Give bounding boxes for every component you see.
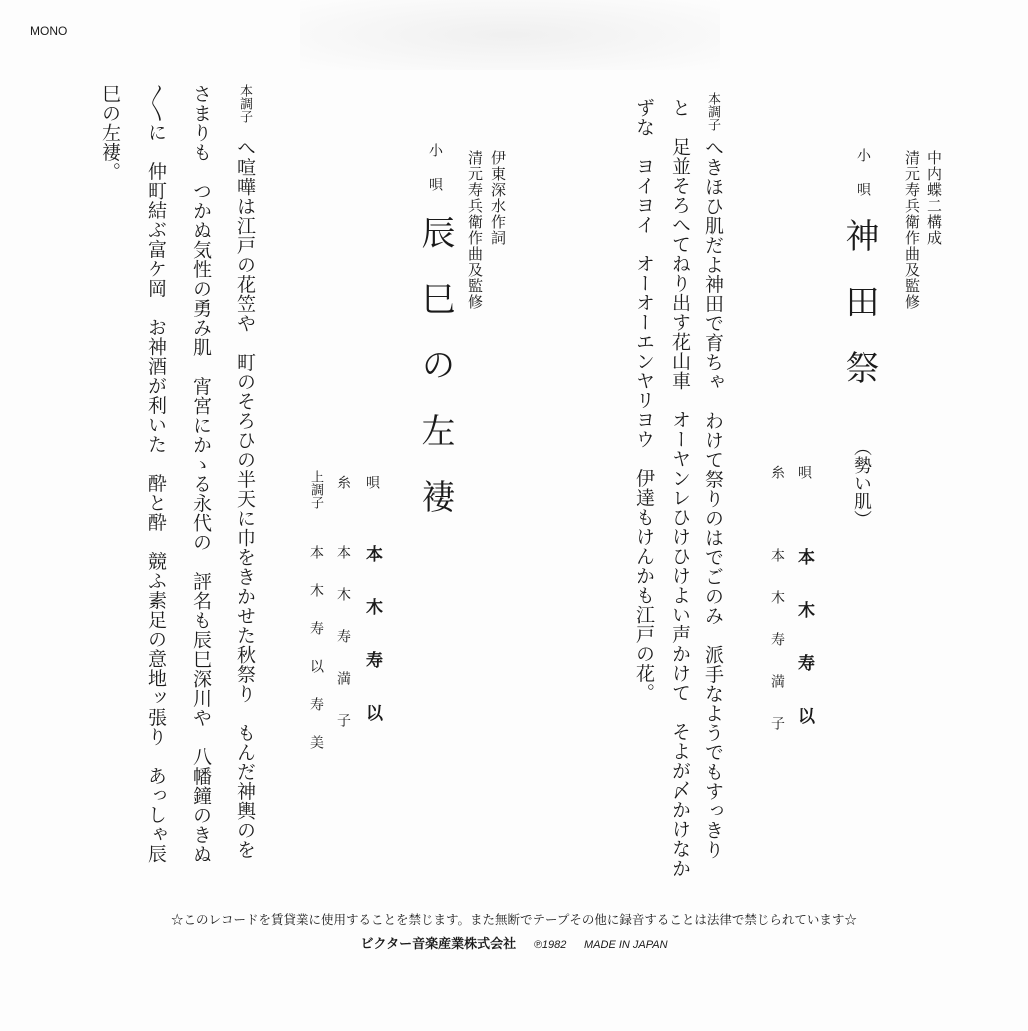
shamisen-role: 糸 xyxy=(335,475,351,489)
song-title: 神田祭 xyxy=(839,218,879,416)
lyric-line-3: ずな ヨイヨイ オーオーエンヤリヨウ 伊達もけんかも江戸の花。 xyxy=(633,98,655,703)
lyric-line-1: へ喧嘩は江戸の花笠や 町のそろひの半天に巾をきかせた秋祭り もんだ神輿のを xyxy=(234,138,256,860)
made-in: MADE IN JAPAN xyxy=(584,939,668,951)
composer-credit: 清元寿兵衛作曲及監修 xyxy=(903,150,921,310)
vocal-performer: 本木寿以 xyxy=(794,548,814,760)
shamisen-performer: 本木寿満子 xyxy=(769,548,785,758)
scan-smudge xyxy=(300,0,720,70)
shamisen-performer: 本木寿満子 xyxy=(335,545,351,755)
genre-label: 小唄 xyxy=(427,143,443,211)
kamijoshi-role: 上調子 xyxy=(308,470,323,509)
kamijoshi-performer: 本木寿以寿美 xyxy=(308,545,324,773)
lyric-line-4: 巳の左褄。 xyxy=(99,84,121,182)
lyric-line-2: さまりも つかぬ気性の勇み肌 宵宮にかゝる永代の 評名も辰巳深川や 八幡鐘のきぬ xyxy=(190,84,212,864)
genre-label: 小唄 xyxy=(855,148,871,216)
rental-notice: ☆このレコードを賃貸業に使用することを禁じます。また無断でテープその他に録音することは法律で禁じられています☆ xyxy=(171,912,857,927)
copyright: ℗1982 xyxy=(533,939,567,951)
tuning-label: 本調子 xyxy=(237,84,252,123)
lyric-line-1: へきほひ肌だよ神田で育ちゃ わけて祭りのはでごのみ 派手なようでもすっきり xyxy=(702,138,724,860)
company-name: ビクター音楽産業株式会社 xyxy=(360,936,517,951)
lyric-line-2: と 足並そろへてねり出す花山車 オーヤンレひけひけよい声かけて そよが〆かけなか xyxy=(669,98,691,878)
arranger-credit: 中内蝶二構成 xyxy=(925,150,943,246)
vocal-role: 唄 xyxy=(364,475,380,489)
song-title: 辰巳の左褄 xyxy=(415,215,455,545)
composer-credit: 清元寿兵衛作曲及監修 xyxy=(466,150,484,310)
lyricist-credit: 伊東深水作詞 xyxy=(489,150,507,246)
song-subtitle: （勢い肌） xyxy=(851,438,872,528)
tuning-label: 本調子 xyxy=(705,92,720,131)
shamisen-role: 糸 xyxy=(769,465,785,479)
mono-label: MONO xyxy=(30,24,68,38)
vocal-performer: 本木寿以 xyxy=(362,545,382,757)
publisher-line xyxy=(0,933,1028,952)
lyric-line-3: 〳〵に 仲町結ぶ富ケ岡 お神酒が利いた 酔と酔 競ふ素足の意地ッ張り あっしゃ辰 xyxy=(145,84,167,864)
vocal-role: 唄 xyxy=(796,465,812,479)
